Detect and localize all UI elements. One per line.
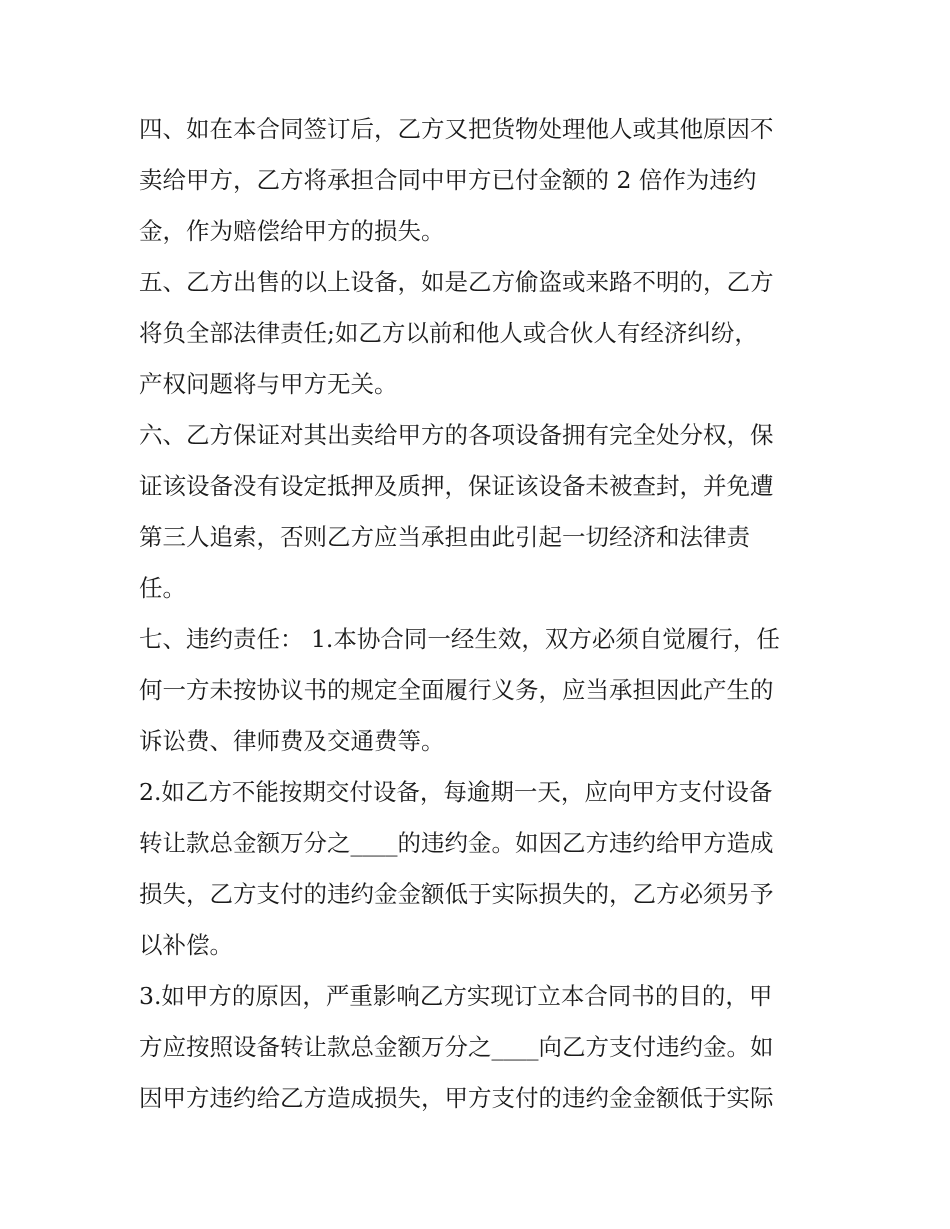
- text-line: 诉讼费、律师费及交通费等。: [139, 727, 445, 755]
- text-line: 第三人追索，否则乙方应当承担由此引起一切经济和法律责: [139, 523, 750, 551]
- text-line: 七、违约责任： 1.本协合同一经生效，双方必须自觉履行，任: [139, 625, 780, 653]
- text-line: 方应按照设备转让款总金额万分之____向乙方支付违约金。如: [139, 1033, 774, 1061]
- text-line: 金，作为赔偿给甲方的损失。: [139, 217, 445, 245]
- text-line: 转让款总金额万分之____的违约金。如因乙方违约给甲方造成: [139, 829, 774, 857]
- text-line: 任。: [139, 574, 186, 602]
- text-line: 3.如甲方的原因，严重影响乙方实现订立本合同书的目的，甲: [139, 982, 773, 1010]
- text-line: 以补偿。: [139, 931, 233, 959]
- text-line: 四、如在本合同签订后，乙方又把货物处理他人或其他原因不: [139, 115, 774, 143]
- text-line: 证该设备没有设定抵押及质押，保证该设备未被查封，并免遭: [139, 472, 774, 500]
- text-line: 五、乙方出售的以上设备，如是乙方偷盗或来路不明的，乙方: [139, 268, 774, 296]
- text-line: 何一方未按协议书的规定全面履行义务，应当承担因此产生的: [139, 676, 774, 704]
- text-line: 六、乙方保证对其出卖给甲方的各项设备拥有完全处分权，保: [139, 421, 774, 449]
- text-line: 损失，乙方支付的违约金金额低于实际损失的，乙方必须另予: [139, 880, 774, 908]
- text-line: 因甲方违约给乙方造成损失，甲方支付的违约金金额低于实际: [139, 1084, 774, 1112]
- text-line: 产权问题将与甲方无关。: [139, 370, 398, 398]
- document-body: [139, 104, 819, 1124]
- text-line: 将负全部法律责任;如乙方以前和他人或合伙人有经济纠纷，: [139, 319, 758, 347]
- text-line: 卖给甲方，乙方将承担合同中甲方已付金额的 2 倍作为违约: [139, 166, 757, 194]
- text-line: 2.如乙方不能按期交付设备，每逾期一天，应向甲方支付设备: [139, 778, 773, 806]
